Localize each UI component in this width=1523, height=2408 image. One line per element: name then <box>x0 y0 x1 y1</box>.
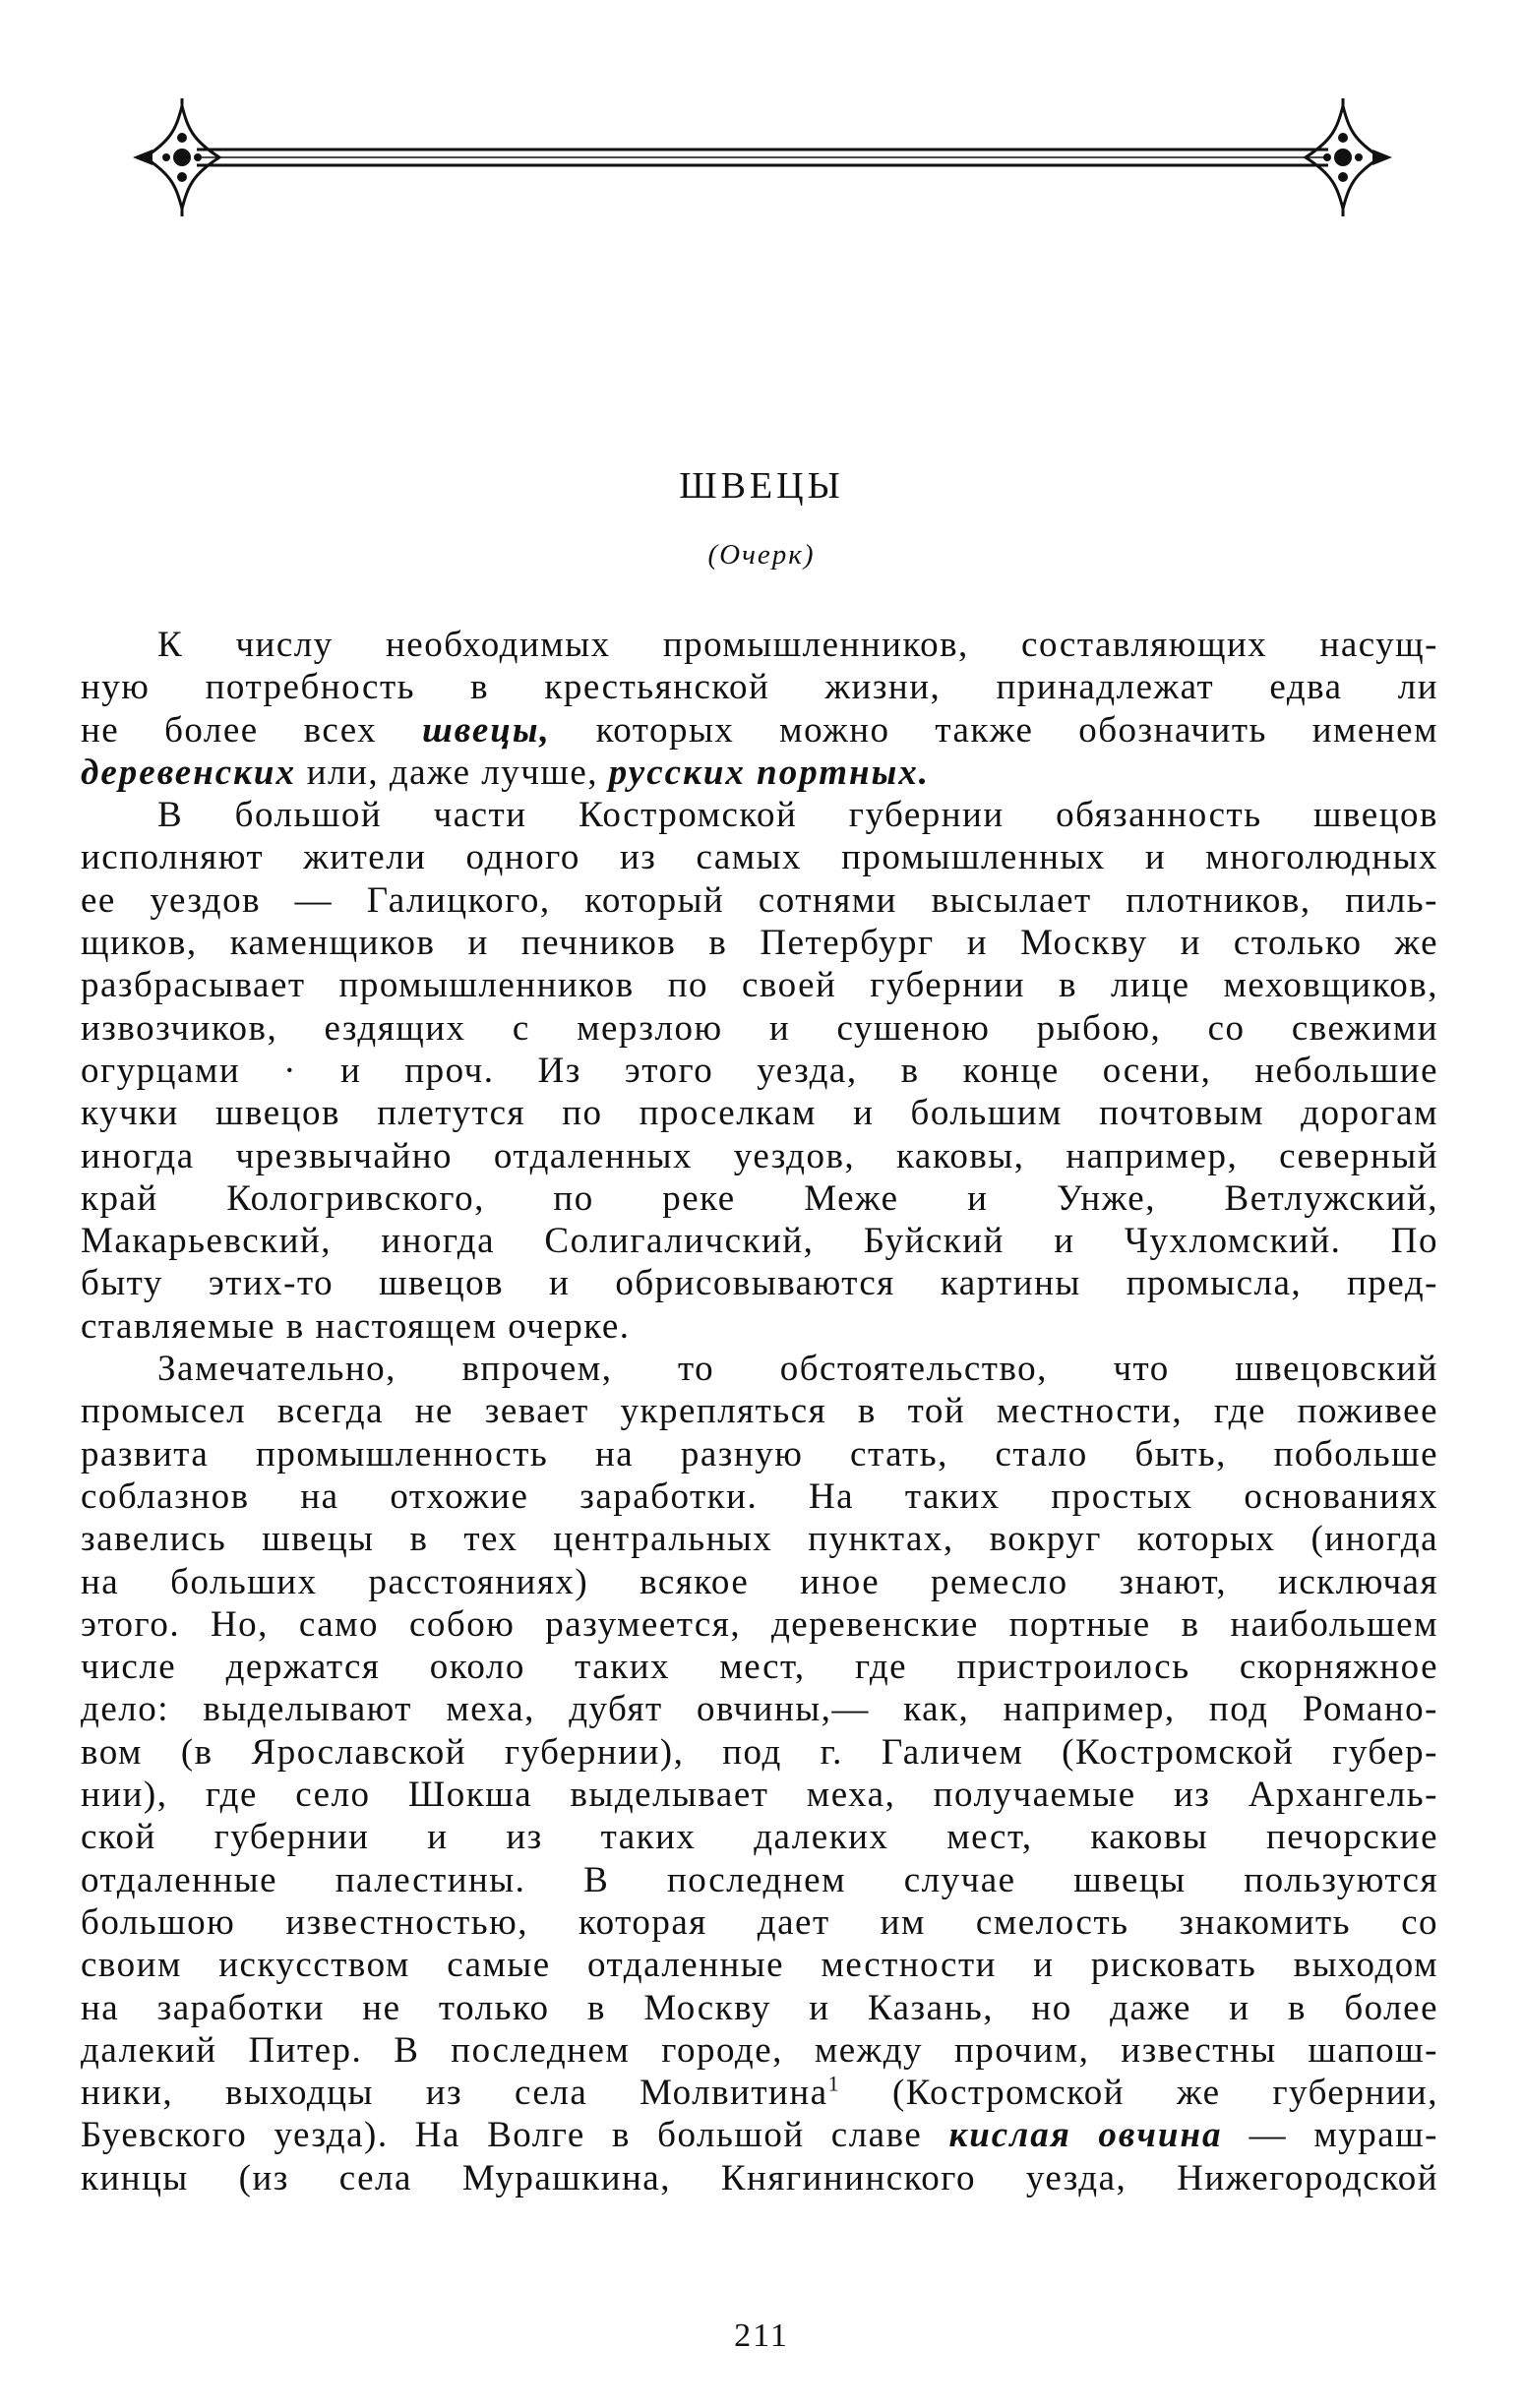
text-run: быту этих-то швецов и обрисовываются картины промысла, пред- <box>81 1263 1438 1304</box>
text-run: кинцы (из села Мурашкина, Княгининского уезда, Нижегородской <box>81 2157 1438 2198</box>
text-run: разбрасывает промышленников по своей губернии в лице меховщиков, <box>81 965 1438 1006</box>
text-line <box>81 1816 1438 1858</box>
text-line <box>81 1007 1438 1050</box>
text-run: этого. Но, само собою разумеется, деревенские портные в наибольшем <box>81 1603 1438 1645</box>
text-run: далекий Питер. В последнем городе, между прочим, известны шапош- <box>81 2029 1438 2071</box>
text-run: развита промышленность на разную стать, стало быть, побольше <box>81 1433 1438 1475</box>
text-line <box>81 1859 1438 1901</box>
text-line <box>81 1475 1438 1518</box>
text-line <box>81 624 1438 666</box>
text-line <box>81 1177 1438 1220</box>
text-run: исполняют жители одного из самых промышленных и многолюдных <box>81 837 1438 878</box>
text-line <box>81 1348 1438 1390</box>
text-line <box>81 2072 1438 2114</box>
text-run: ставляемые в настоящем очерке. <box>81 1305 631 1347</box>
article-title: ШВЕЦЫ <box>679 465 844 507</box>
text-run: не более всех <box>81 709 422 751</box>
text-line <box>81 1774 1438 1816</box>
text-run: край Кологривского, по реке Меже и Унже, Ветлужский, <box>81 1177 1438 1219</box>
text-run: Замечательно, впрочем, то обстоятельство, что швецовский <box>157 1349 1438 1390</box>
text-line <box>81 879 1438 922</box>
text-run: извозчиков, ездящих с мерзлою и сушеною рыбою, со свежими <box>81 1007 1438 1049</box>
text-line <box>81 709 1438 752</box>
text-line <box>81 1390 1438 1432</box>
text-run: дело: выделывают меха, дубят овчины,— как, например, под Романо- <box>81 1689 1438 1730</box>
text-line <box>81 752 1438 794</box>
text-line <box>81 1262 1438 1304</box>
text-run: ской губернии и из таких далеких мест, каковы печорские <box>81 1817 1438 1858</box>
text-run: соблазнов на отхожие заработки. На таких простых основаниях <box>81 1475 1438 1517</box>
italic-emphasis: швецы, <box>421 709 551 751</box>
paragraph <box>81 794 1438 1348</box>
text-run: (Костромской же губернии, <box>840 2073 1438 2114</box>
text-line <box>81 794 1438 836</box>
header-ornament <box>128 98 1397 216</box>
text-line <box>81 1220 1438 1262</box>
text-line <box>81 1135 1438 1177</box>
paragraph <box>81 624 1438 794</box>
text-line <box>81 1987 1438 2029</box>
text-line <box>81 1050 1438 1092</box>
article-subtitle: (Очерк) <box>707 539 816 571</box>
text-run: ники, выходцы из села Молвитина <box>81 2073 828 2114</box>
text-run: числе держатся около таких мест, где пристроилось скорняжное <box>81 1647 1438 1688</box>
text-run: промысел всегда не зевает укрепляться в той местности, где поживее <box>81 1391 1438 1432</box>
text-run: В большой части Костромской губернии обязанность швецов <box>157 795 1438 836</box>
text-line <box>81 1646 1438 1688</box>
text-line <box>81 836 1438 878</box>
text-line <box>81 2157 1438 2199</box>
text-run: — мураш- <box>1222 2115 1438 2156</box>
text-line <box>81 1305 1438 1348</box>
text-run: огурцами · и проч. Из этого уезда, в конце осени, небольшие <box>81 1050 1438 1091</box>
text-line <box>81 1731 1438 1774</box>
text-run: Буевского уезда). На Волге в большой славе <box>81 2115 949 2156</box>
text-run: щиков, каменщиков и печников в Петербург и Москву и столько же <box>81 923 1438 964</box>
text-run: ную потребность в крестьянской жизни, принадлежат едва ли <box>81 667 1438 708</box>
italic-emphasis: кислая овчина <box>948 2115 1223 2156</box>
article-body <box>81 624 1438 2199</box>
text-run: или, даже лучше, <box>296 752 609 793</box>
text-run: К числу необходимых промышленников, составляющих насущ- <box>157 625 1438 665</box>
text-run: Макарьевский, иногда Солигаличский, Буйский и Чухломский. По <box>81 1221 1438 1262</box>
text-line <box>81 2029 1438 2072</box>
italic-emphasis: русских портных. <box>608 752 930 793</box>
text-line <box>81 922 1438 964</box>
text-line <box>81 1901 1438 1944</box>
page-number: 211 <box>734 2318 789 2354</box>
text-run: отдаленные палестины. В последнем случае швецы пользуются <box>81 1859 1438 1900</box>
text-run: на заработки не только в Москву и Казань, но даже и в более <box>81 1987 1438 2028</box>
text-line <box>81 1688 1438 1730</box>
footnote-marker[interactable]: 1 <box>827 2071 841 2096</box>
text-run: которых можно также обозначить именем <box>550 709 1438 751</box>
text-run: вом (в Ярославской губернии), под г. Галичем (Костромской губер- <box>81 1731 1438 1773</box>
text-line <box>81 1603 1438 1646</box>
text-line <box>81 1518 1438 1560</box>
text-run: иногда чрезвычайно отдаленных уездов, каковы, например, северный <box>81 1135 1438 1176</box>
text-line <box>81 666 1438 708</box>
text-line <box>81 1944 1438 1986</box>
text-run: своим искусством самые отдаленные местности и рисковать выходом <box>81 1945 1438 1986</box>
text-line <box>81 964 1438 1006</box>
text-run: ее уездов — Галицкого, который сотнями высылает плотников, пиль- <box>81 879 1438 921</box>
paragraph <box>81 1348 1438 2199</box>
text-line <box>81 1433 1438 1475</box>
text-line <box>81 2114 1438 2156</box>
text-line <box>81 1092 1438 1134</box>
text-line <box>81 1561 1438 1603</box>
text-run: завелись швецы в тех центральных пунктах, вокруг которых (иногда <box>81 1519 1438 1560</box>
italic-emphasis: деревенских <box>81 752 296 793</box>
text-run: нии), где село Шокша выделывает меха, получаемые из Архангель- <box>81 1775 1438 1816</box>
text-run: на больших расстояниях) всякое иное ремесло знают, исключая <box>81 1561 1438 1602</box>
text-run: кучки швецов плетутся по проселкам и большим почтовым дорогам <box>81 1093 1438 1134</box>
text-run: большою известностью, которая дает им смелость знакомить со <box>81 1901 1438 1943</box>
